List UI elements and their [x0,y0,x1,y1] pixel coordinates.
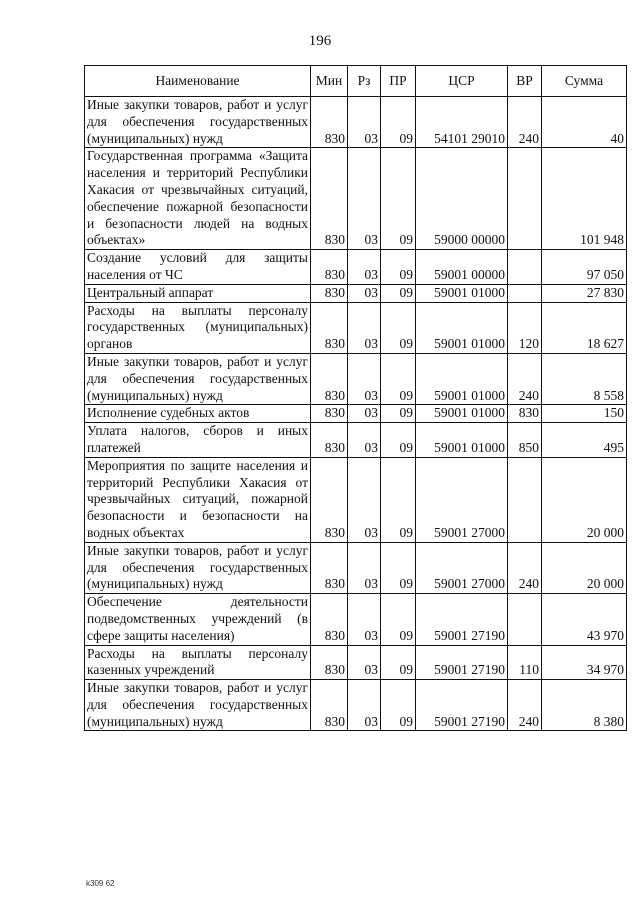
cell-rz: 03 [348,97,381,148]
cell-csr: 59001 27000 [416,457,508,542]
cell-pr: 09 [381,645,416,680]
table-row [85,542,627,593]
cell-min: 830 [311,405,348,423]
cell-rz: 03 [348,594,381,645]
cell-vr: 240 [508,680,542,731]
cell-name: Мероприятия по защите населения и территорий Республики Хакасия от чрезвычайных ситуаций, пожарной безопасности и безопасности на водных объектах [85,457,311,542]
cell-rz: 03 [348,542,381,593]
cell-csr: 59001 27190 [416,594,508,645]
cell-csr: 59001 01000 [416,302,508,353]
cell-csr: 59001 01000 [416,353,508,404]
cell-csr: 59001 01000 [416,405,508,423]
cell-name: Государственная программа «Защита населения и территорий Республики Хакасия от чрезвычайных ситуаций, обеспечение пожарной безопасности и безопасности людей на водных объектах» [85,148,311,250]
cell-min: 830 [311,284,348,302]
cell-min: 830 [311,148,348,250]
cell-sum: 40 [542,97,627,148]
cell-sum: 97 050 [542,250,627,285]
cell-pr: 09 [381,680,416,731]
table-row [85,457,627,542]
cell-name: Иные закупки товаров, работ и услуг для обеспечения государственных (муниципальных) нужд [85,353,311,404]
cell-vr: 110 [508,645,542,680]
cell-vr: 240 [508,542,542,593]
cell-sum: 27 830 [542,284,627,302]
cell-vr [508,250,542,285]
table-row [85,97,627,148]
table-row [85,284,627,302]
cell-vr [508,594,542,645]
cell-pr: 09 [381,250,416,285]
cell-min: 830 [311,423,348,458]
cell-min: 830 [311,97,348,148]
cell-name: Создание условий для защиты населения от ЧС [85,250,311,285]
cell-min: 830 [311,542,348,593]
cell-sum: 8 380 [542,680,627,731]
cell-sum: 34 970 [542,645,627,680]
column-header-pr: ПР [381,66,416,97]
cell-min: 830 [311,250,348,285]
cell-rz: 03 [348,457,381,542]
cell-csr: 59001 01000 [416,423,508,458]
cell-csr: 59001 27190 [416,645,508,680]
cell-min: 830 [311,353,348,404]
table-row [85,148,627,250]
cell-sum: 495 [542,423,627,458]
cell-csr: 54101 29010 [416,97,508,148]
cell-csr: 59001 27000 [416,542,508,593]
cell-rz: 03 [348,353,381,404]
cell-min: 830 [311,645,348,680]
cell-pr: 09 [381,302,416,353]
cell-name: Исполнение судебных актов [85,405,311,423]
cell-vr: 120 [508,302,542,353]
table-row [85,353,627,404]
column-header-sum: Сумма [542,66,627,97]
cell-name: Уплата налогов, сборов и иных платежей [85,423,311,458]
cell-min: 830 [311,680,348,731]
cell-sum: 150 [542,405,627,423]
cell-min: 830 [311,594,348,645]
cell-csr: 59000 00000 [416,148,508,250]
cell-sum: 8 558 [542,353,627,404]
cell-name: Центральный аппарат [85,284,311,302]
table-row [85,423,627,458]
cell-pr: 09 [381,284,416,302]
cell-sum: 20 000 [542,457,627,542]
cell-pr: 09 [381,423,416,458]
cell-sum: 43 970 [542,594,627,645]
cell-sum: 101 948 [542,148,627,250]
cell-rz: 03 [348,284,381,302]
cell-csr: 59001 00000 [416,250,508,285]
cell-rz: 03 [348,680,381,731]
cell-name: Расходы на выплаты персоналу государственных (муниципальных) органов [85,302,311,353]
cell-rz: 03 [348,645,381,680]
table-row [85,645,627,680]
table-row [85,250,627,285]
cell-rz: 03 [348,423,381,458]
cell-pr: 09 [381,457,416,542]
cell-vr [508,284,542,302]
cell-name: Иные закупки товаров, работ и услуг для обеспечения государственных (муниципальных) нужд [85,542,311,593]
cell-pr: 09 [381,542,416,593]
cell-rz: 03 [348,250,381,285]
cell-pr: 09 [381,97,416,148]
cell-vr: 850 [508,423,542,458]
table-row [85,594,627,645]
column-header-name: Наименование [85,66,311,97]
column-header-vr: ВР [508,66,542,97]
budget-table [84,65,627,731]
cell-pr: 09 [381,353,416,404]
cell-vr [508,457,542,542]
table-row [85,680,627,731]
cell-csr: 59001 27190 [416,680,508,731]
cell-name: Расходы на выплаты персоналу казенных учреждений [85,645,311,680]
cell-sum: 20 000 [542,542,627,593]
column-header-min: Мин [311,66,348,97]
cell-name: Иные закупки товаров, работ и услуг для обеспечения государственных (муниципальных) нужд [85,97,311,148]
column-header-rz: Рз [348,66,381,97]
cell-rz: 03 [348,302,381,353]
cell-min: 830 [311,302,348,353]
column-header-csr: ЦСР [416,66,508,97]
page-number: 196 [308,33,332,49]
cell-vr: 240 [508,353,542,404]
cell-sum: 18 627 [542,302,627,353]
cell-pr: 09 [381,148,416,250]
cell-vr: 240 [508,97,542,148]
cell-vr [508,148,542,250]
cell-pr: 09 [381,594,416,645]
cell-rz: 03 [348,405,381,423]
footer-code: k309 62 [86,879,115,888]
cell-csr: 59001 01000 [416,284,508,302]
cell-min: 830 [311,457,348,542]
cell-vr: 830 [508,405,542,423]
cell-name: Обеспечение деятельности подведомственных учреждений (в сфере защиты населения) [85,594,311,645]
table-header-row [85,66,627,97]
cell-rz: 03 [348,148,381,250]
table-row [85,405,627,423]
table-row [85,302,627,353]
cell-pr: 09 [381,405,416,423]
cell-name: Иные закупки товаров, работ и услуг для обеспечения государственных (муниципальных) нужд [85,680,311,731]
